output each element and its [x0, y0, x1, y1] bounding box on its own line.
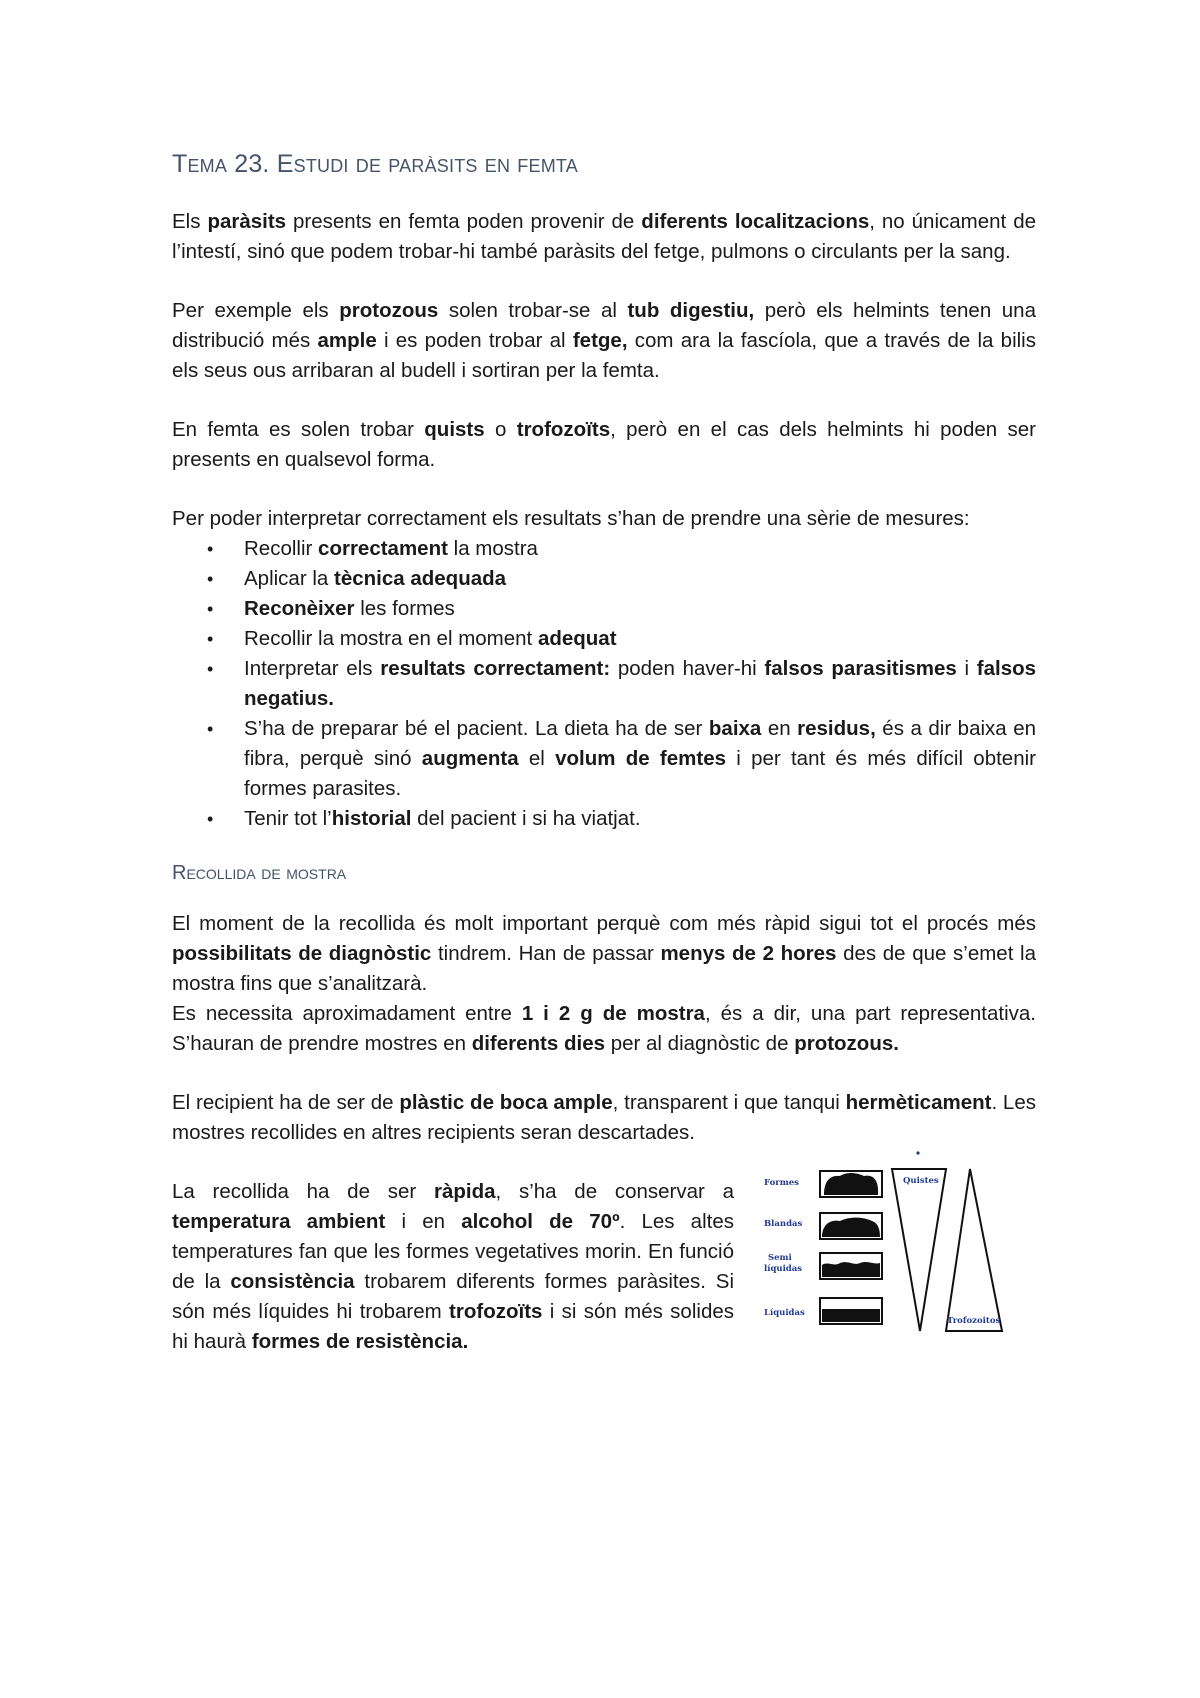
list-item: • Tenir tot l’historial del pacient i si ha viatjat. — [244, 804, 1036, 834]
list-item: • Recollir la mostra en el moment adequat — [244, 624, 1036, 654]
figure-section — [172, 1177, 1036, 1357]
title-text: Estudi de paràsits en femta — [276, 150, 578, 178]
paragraph: Es necessita aproximadament entre 1 i 2 g de mostra, és a dir, una part representativa. S’hauran de prendre mostres en diferents dies per al diagnòstic de protozous. — [172, 1002, 1036, 1055]
section-heading: Recollida de mostra — [172, 862, 347, 884]
paragraph: Per poder interpretar correctament els resultats s’han de prendre una sèrie de mesures: — [172, 507, 970, 530]
label-quistes: Quistes — [903, 1176, 939, 1186]
container-formes — [820, 1171, 882, 1197]
bullet-icon: • — [207, 599, 214, 619]
label-liquidas: Líquidas — [764, 1308, 805, 1318]
bullet-icon: • — [207, 629, 214, 649]
bullet-icon: • — [207, 539, 214, 559]
label-trofozoitos: Trofozoitos — [947, 1316, 1001, 1326]
list-item: • Aplicar la tècnica adequada — [244, 564, 1036, 594]
paragraph: Per exemple els protozous solen trobar-se al tub digestiu, però els helmints tenen una distribució més ample i es poden trobar al fetge, com ara la fascíola, que a través de la bilis els seus ous arribaran al budell i sortiran per la femta. — [172, 299, 1036, 382]
container-blandas — [820, 1213, 882, 1239]
document-page — [172, 150, 1036, 1357]
paragraph: El recipient ha de ser de plàstic de boca ample, transparent i que tanqui hermèticament. Les mostres recollides en altres recipients seran descartades. — [172, 1091, 1036, 1144]
label-semi: Semi — [768, 1253, 792, 1263]
paragraph: La recollida ha de ser ràpida, s’ha de conservar a temperatura ambient i en alcohol de 70º. Les altes temperatures fan que les formes vegetatives morin. En funció de la consistència trobarem diferents formes paràsites. Si són més líquides hi trobarem trofozoïts i si són més solides hi haurà formes de resistència. — [172, 1180, 735, 1353]
list-item: • Interpretar els resultats correctament: poden haver-hi falsos parasitismes i falsos negatius. — [244, 654, 1036, 714]
bullet-icon: • — [207, 569, 214, 589]
label-blandas: Blandas — [764, 1219, 803, 1229]
container-liquidas — [820, 1298, 882, 1324]
container-semi-liquidas — [820, 1253, 882, 1279]
bullet-icon: • — [207, 809, 214, 829]
bullet-list — [172, 534, 1036, 834]
title-number: Tema 23. — [172, 150, 270, 178]
paragraph: El moment de la recollida és molt important perquè com més ràpid sigui tot el procés més possibilitats de diagnòstic tindrem. Han de passar menys de 2 hores des de que s’emet la mostra fins que s’analitzarà. — [172, 912, 1036, 995]
bullet-icon: • — [207, 659, 214, 679]
label-formes: Formes — [764, 1178, 799, 1188]
bullet-icon: • — [207, 719, 214, 739]
list-item: • S’ha de preparar bé el pacient. La dieta ha de ser baixa en residus, és a dir baixa en fibra, perquè sinó augmenta el volum de femtes i per tant és més difícil obtenir formes parasites. — [244, 714, 1036, 804]
page-title — [172, 150, 1036, 179]
list-item: • Recollir correctament la mostra — [244, 534, 1036, 564]
trofozoitos-triangle — [946, 1169, 1002, 1331]
list-item: • Reconèixer les formes — [244, 594, 1036, 624]
label-semi-liquidas: líquidas — [764, 1264, 803, 1274]
stool-consistency-diagram — [760, 1143, 1030, 1343]
paragraph: En femta es solen trobar quists o trofozoïts, però en el cas dels helmints hi poden ser presents en qualsevol forma. — [172, 418, 1036, 471]
paragraph: Els paràsits presents en femta poden provenir de diferents localitzacions, no únicament de l’intestí, sinó que podem trobar-hi també paràsits del fetge, pulmons o circulants per la sang. — [172, 210, 1036, 263]
